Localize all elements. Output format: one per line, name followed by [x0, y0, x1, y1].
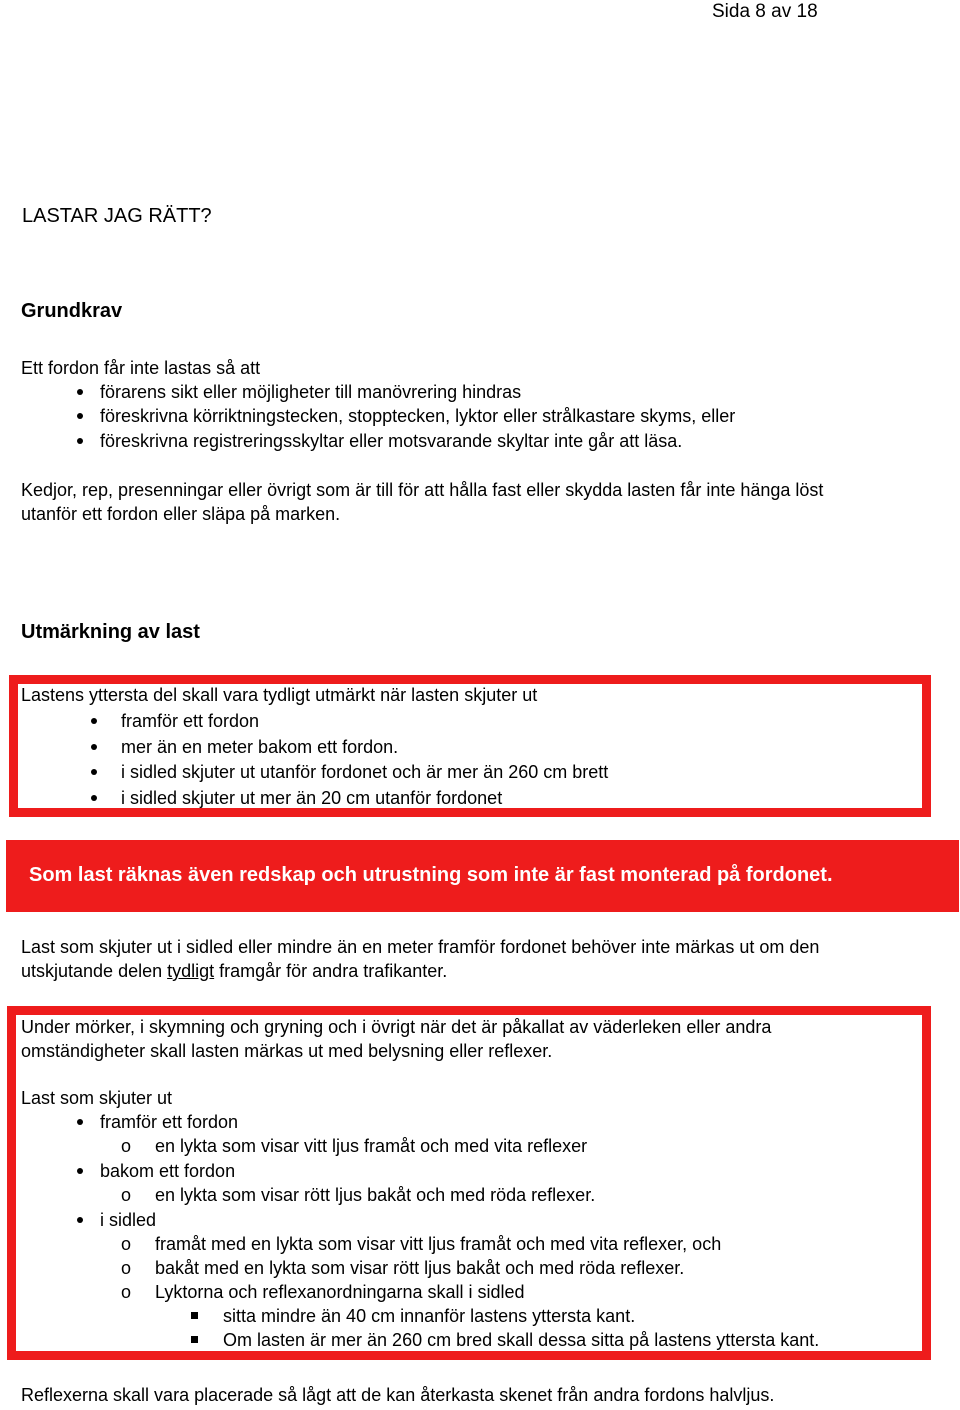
list-item: föreskrivna körriktningstecken, stopptecken, lyktor eller strålkastare skyms, eller — [0, 404, 940, 428]
morker-line-1: Under mörker, i skymning och gryning och i övrigt när det är påkallat av väderleken eller andra — [21, 1017, 772, 1037]
banner-text: Som last räknas även redskap och utrustning som inte är fast monterad på fordonet. — [29, 864, 833, 886]
utmarkning-list — [0, 709, 940, 811]
grundkrav-list — [0, 380, 940, 453]
utmarkning-intro: Lastens yttersta del skall vara tydligt utmärkt när lasten skjuter ut — [21, 685, 538, 705]
list-item: förarens sikt eller möjligheter till manövrering hindras — [0, 380, 940, 404]
morker-intro: Last som skjuter ut — [21, 1088, 173, 1108]
utmarkning-paragraph-line-1: Last som skjuter ut i sidled eller mindre än en meter framför fordonet behöver inte märkas ut om den — [21, 937, 820, 957]
section-heading-grundkrav: Grundkrav — [21, 300, 123, 322]
grundkrav-paragraph-line-1: Kedjor, rep, presenningar eller övrigt som är till för att hålla fast eller skydda lasten får inte hänga löst — [21, 480, 824, 500]
grundkrav-intro: Ett fordon får inte lastas så att — [21, 358, 261, 378]
list-item: i sidled skjuter ut mer än 20 cm utanför fordonet — [0, 786, 940, 812]
page-number: Sida 8 av 18 — [712, 1, 818, 22]
final-paragraph: Reflexerna skall vara placerade så lågt att de kan återkasta skenet från andra fordons halvljus. — [21, 1385, 775, 1405]
section-heading-utmarkning: Utmärkning av last — [21, 621, 200, 643]
highlight-banner — [6, 840, 959, 912]
morker-line-2: omständigheter skall lasten märkas ut med belysning eller reflexer. — [21, 1041, 553, 1061]
utmarkning-paragraph-line-2: utskjutande delen tydligt framgår för andra trafikanter. — [21, 961, 448, 981]
page-title: LASTAR JAG RÄTT? — [22, 205, 212, 227]
list-item: föreskrivna registreringsskyltar eller motsvarande skyltar inte går att läsa. — [0, 429, 940, 453]
list-item: mer än en meter bakom ett fordon. — [0, 735, 940, 761]
list-item: framför ett fordon — [0, 709, 940, 735]
list-item: i sidled skjuter ut utanför fordonet och är mer än 260 cm brett — [0, 760, 940, 786]
grundkrav-paragraph-line-2: utanför ett fordon eller släpa på marken. — [21, 504, 341, 524]
